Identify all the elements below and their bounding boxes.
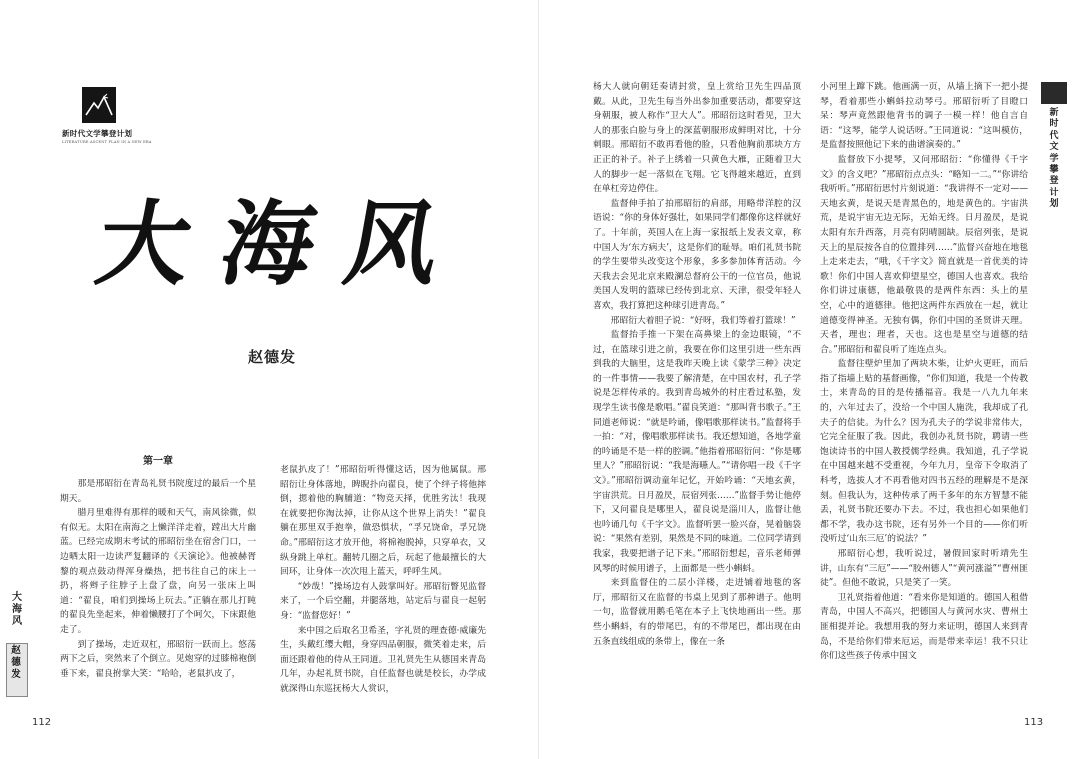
paragraph: 腊月里难得有那样的暖和天气，南风徐微，似有似无。太阳在南海之上懒洋洋走着，蹚出大片幽蓝。已经完成期末考试的邢昭衍坐在宿舍门口，一边晒太阳一边读严复翻译的《天演论》。他被赫胥黎的观点鼓动得浑身燥热，把书往自己的床上一扔，将辫子往脖子上盘了盘，向另一张床上叫道：“翟良，咱们到操场上玩去。”正躺在那儿打盹的翟良先坐起来，伸着懒腰打了个呵欠，下床跟他走了。 [60,508,256,635]
paragraph: 监督往壁炉里加了两块木柴，让炉火更旺，而后指了指墙上贴的基督画像，“你们知道，我是一个传教士，来青岛的目的是传播福音。我是一八九九年来的，六年过去了，没给一个中国人施洗，我却成了孔夫子的信徒。为什么？因为孔夫子的学说非常伟大，它完全征服了我。因此，我创办礼贤书院，聘请一些饱读诗书的中国人教授儒学经典。我知道，孔子学说在中国越来越不受重视，今年九月，皇帝下令取消了科考，选拔人才不再看他对四书五经的理解是不是深刻。但我认为，这种传承了两千多年的东方智慧不能丢，礼贤书院还要办下去。不过，我也担心如果他们都不学，我办这书院，还有另外一个目的——你们听没听过‘山东三厄’的说法？” [820,359,1028,545]
paragraph: 监督放下小提琴，又问邢昭衍：“你懂得《千字文》的含义吧？”邢昭衍点点头：“略知一二。”“你讲给我听听。”邢昭衍思忖片刻说道：“我讲得不一定对——天地玄黄，是说天是青黑色的，地是黄色的。宇宙洪荒，是说宇宙无边无际，无始无终。日月盈昃，是说太阳有东升西落，月亮有阴晴圆缺。辰宿列张，是说天上的星辰按各自的位置排列……”监督兴奋地在地毯上走来走去，“哦，《千字文》简直就是一首优美的诗歌！你们中国人喜欢仰望星空，德国人也喜欢。我给你们讲过康德，他最敬畏的是两件东西：头上的星空，心中的道德律。他把这两件东西放在一起，就让道德变得神圣。无独有偶，你们中国的圣贤讲天理。天者，理也；理者，天也。这也是星空与道德的结合。”邢昭衍和翟良听了连连点头。 [820,154,1028,355]
paragraph: 来到监督住的二层小洋楼，走进铺着地毯的客厅，邢昭衍又在监督的书桌上见到了那种谱子。他明一句，监督就用鹅毛笔在本子上飞快地画出一些。那些小蝌蚪，有的带尾巴，有的不带尾巴，都出现在由五条直线组成的条带上，像在一条 [593,578,801,647]
paragraph: 邢昭衍心想，我听说过，暑假回家时听靖先生讲，山东有“三厄”——“胶州德人”“黄河涨溢”“曹州匪徒”。但他不敢说，只是笑了一笑。 [820,549,1028,589]
author-name: 赵德发 [248,348,297,366]
paragraph: 卫礼贤指着他道：“看来你是知道的。德国人租借青岛，中国人不高兴，把德国人与黄河水灾、曹州土匪相提并论。我想用我的努力来证明，德国人来到青岛，不是给你们带来厄运，而是带来幸运！我不只让你们这些孩子传承中国文 [820,592,1028,662]
paragraph: 老鼠扒皮了！”邢昭衍听得懂这话，因为他属鼠。邢昭衍让身体落地，睥睨扑向翟良，使了个绊子将他摔倒，摁着他的胸脯道：“物竞天择，优胜劣汰！我现在就要把你淘汰掉，让你从这个世界上消失！”翟良躺在那里双手抱拳，做恐惧状，“孚兄饶命，孚兄饶命。”邢昭衍这才放开他，将棉袍脱掉，只穿单衣，又纵身跳上单杠。翻转几圈之后，玩起了他最擅长的大回环，让身体一次次甩上蓝天，呼呼生风。 [280,465,486,578]
paragraph: 那是邢昭衍在青岛礼贤书院度过的最后一个星期天。 [60,479,256,504]
paragraph: 到了操场，走近双杠，邢昭衍一跃而上。悠荡两下之后，突然来了个倒立。见炮穿的过膝棉袍倒垂下来，翟良拊掌大笑：“哈哈，老鼠扒皮了， [60,639,256,679]
paragraph: 监督抬手推一下架在高鼻梁上的金边眼镜，“不过，在篮球引进之前，我要在你们这里引进一些东西到我的大脑里，这是我昨天晚上读《蒙学三种》决定的一件事情——我要了解清楚，在中国农村，孔子学说是怎样传承的。我到青岛城外的村庄看过私塾，发现学生读书像是歌唱。”翟良笑道：“那叫背书歌子。”王同道老师说：“就是吟诵，像唱歌那样读书。”监督将手一拍：“对，像唱歌那样读书。我还想知道，各地学童的吟诵是不是一样的腔调。”他指着邢昭衍问：“你是哪里人？”邢昭衍说：“我是海曣人。”“请你唱一段《千字文》。”邢昭衍调动童年记忆，开始吟诵：“天地玄黄，宇宙洪荒。日月盈昃，辰宿列张……”监督手势让他停下，又问翟良是哪里人，翟良说是淄川人，监督让他也吟诵几句《千字文》。监督听罢一脸兴奋，晃着脑袋说：“果然有差别，果然是不同的味道。二位同学请到我家，我要把谱子记下来。”邢昭衍想起，音乐老师弹风琴的时候用谱子，上面都是一些小蝌蚪。 [593,330,801,574]
side-author-text: 赵 德 发 [11,645,21,680]
chapter-heading: 第一章 [143,456,173,467]
text-column-1 [60,477,256,709]
right-program-logo-icon [1041,82,1067,104]
program-title: 新时代文学攀登计划 [62,129,133,138]
page-gutter [538,0,539,759]
paragraph: 杨大人就向朝廷奏请封赏，皇上赏给卫先生四品顶戴。从此，卫先生每当外出参加重要活动，都要穿这身朝服，被人称作“卫大人”。邢昭衍这时看见，卫大人的那张白脸与身上的深蓝朝服形成鲜明对比，十分刺眼。邢昭衍不敢再看他的脸，只看他胸前那块方方正正的补子。补子上绣着一只黄色大雁，正随着卫大人的脚步一起一落似在飞翔。它飞得越来越近，直到在单杠旁边停住。 [593,82,801,195]
paragraph: 来中国之后取名卫希圣，字礼贤的理查德·威廉先生，头戴红缨大帽，身穿四品朝服，微笑着走来，后面还跟着他的侍从王同道。卫礼贤先生从德国来青岛几年，办起礼贤书院，自任监督也就是校长，办学成就深得山东巡抚杨大人赏识， [280,625,486,694]
page-number-left: 112 [32,717,52,728]
right-vertical-program [1045,108,1063,211]
text-column-3 [593,80,801,710]
program-logo-icon [82,87,116,123]
side-title-vertical [6,592,28,628]
program-subtitle: LITERATURE ASCENT PLAN IN A NEW ERA [62,140,152,144]
right-vertical-text: 新 时 代 文 学 攀 登 计 划 [1049,108,1059,210]
side-author-vertical [6,645,26,681]
calligraphy-title [88,178,480,298]
side-title-text: 大 海 风 [12,592,22,627]
text-column-4 [820,80,1028,710]
paragraph: “妙哉！”操场边有人鼓掌叫好。邢昭衍瞥见监督来了，一个后空翻，并腿落地，站定后与翟良一起躬身：“监督您好！” [280,581,486,621]
paragraph: 监督伸手拍了拍邢昭衍的肩部，用略带洋腔的汉语说：“你的身体好强壮，如果同学们都像你这样就好了。十年前，英国人在上海一家报纸上发表文章，称中国人为‘东方病夫’，这是你们的耻辱。咱们礼贤书院的学生要带头改变这个形象，多多参加体育活动。今天我去会见北京来殿澜总督府公干的一位官员，他说美国人发明的篮球已经传到北京、天津，很受年轻人喜欢，我打算把这种球引进青岛。” [593,198,801,311]
paragraph: 邢昭衍大着胆子说：“好呀，我们等着打篮球！” [610,315,796,326]
paragraph: 小河里上蹿下跳。他画满一页，从墙上摘下一把小提琴，看着那些小蝌蚪拉动琴弓。邢昭衍听了目瞪口呆：琴声竟然跟他背书的调子一模一样！他自言自语：“这琴，能学人说话呀。”王同道说：“这叫模仿，是监督按照他记下来的曲谱演奏的。” [820,82,1028,151]
text-column-2 [280,463,486,709]
calligraphy-title-text: 大海风 [88,189,480,298]
page-number-right: 113 [1024,717,1044,728]
